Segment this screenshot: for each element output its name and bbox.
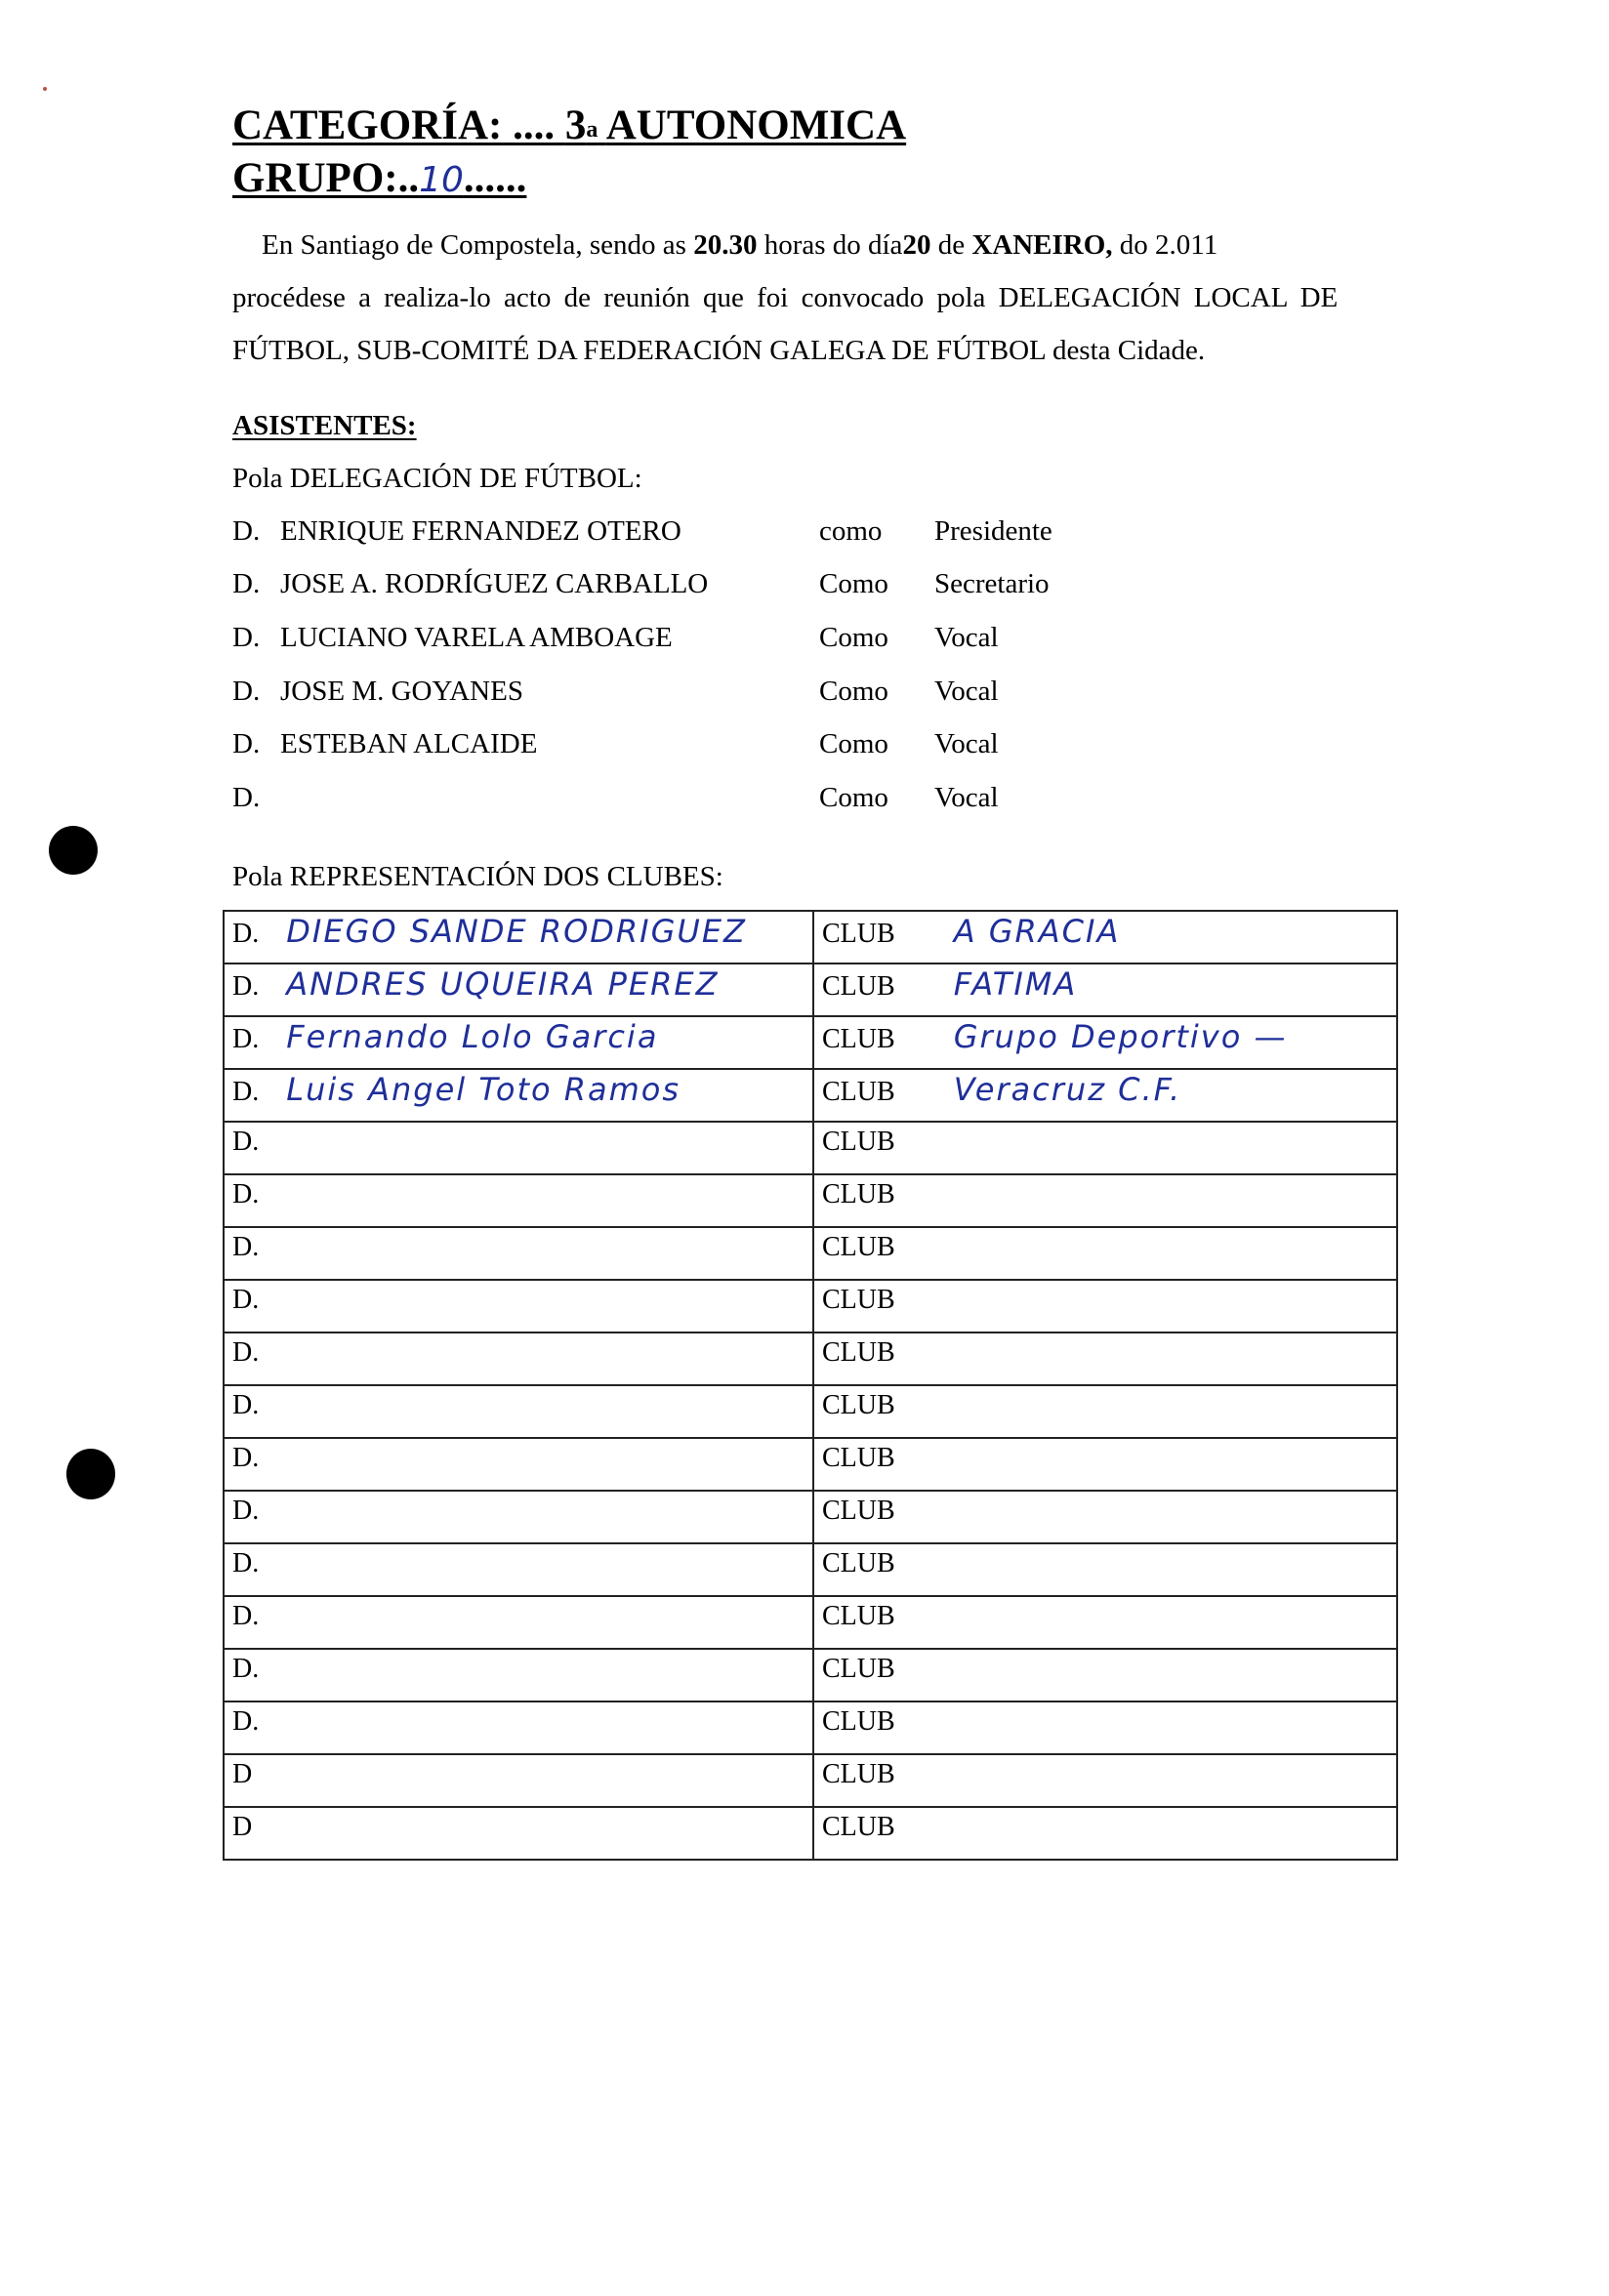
club-label: CLUB: [822, 1812, 895, 1842]
delegation-heading: Pola DELEGACIÓN DE FÚTBOL:: [232, 463, 642, 494]
club-label: CLUB: [822, 1390, 895, 1420]
club-row: [224, 1649, 1397, 1702]
attendees-heading: ASISTENTES:: [232, 410, 417, 441]
intro-paragraph: En Santiago de Compostela, sendo as 20.30 horas do día20 de XANEIRO, do 2.011 procédese a realiza-lo acto de reunión que foi convocado pola DELEGACIÓN LOCAL DE FÚTBOL, SUB-COMITÉ DA FEDERACIÓN GALEGA DE FÚTBOL desta Cidade.: [232, 229, 1339, 366]
representative-cell: [224, 1332, 813, 1385]
handwritten-club-name: Grupo Deportivo —: [953, 1018, 1288, 1055]
representative-cell: [224, 1543, 813, 1596]
representative-cell: [224, 1702, 813, 1754]
punch-hole-bottom: [66, 1449, 115, 1499]
club-label: CLUB: [822, 1024, 895, 1054]
club-cell: [813, 1702, 1397, 1754]
prefix: D: [232, 1759, 253, 1789]
club-cell: [813, 1332, 1397, 1385]
club-cell: [813, 911, 1397, 964]
club-cell: [813, 1174, 1397, 1227]
club-label: CLUB: [822, 1285, 895, 1315]
prefix: D.: [232, 1654, 260, 1684]
prefix: D.: [232, 971, 260, 1002]
club-row: [224, 1122, 1397, 1174]
prefix: D.: [232, 1127, 260, 1157]
handwritten-representative-name: ANDRES UQUEIRA PEREZ: [286, 965, 720, 1003]
handwritten-representative-name: Luis Angel Toto Ramos: [286, 1071, 681, 1108]
handwritten-club-name: Veracruz C.F.: [953, 1071, 1182, 1108]
club-cell: [813, 964, 1397, 1016]
club-cell: [813, 1016, 1397, 1069]
club-row: [224, 911, 1397, 964]
club-cell: [813, 1227, 1397, 1280]
club-cell: [813, 1438, 1397, 1491]
club-cell: [813, 1807, 1397, 1860]
club-cell: [813, 1122, 1397, 1174]
club-label: CLUB: [822, 1548, 895, 1578]
club-row: [224, 1174, 1397, 1227]
club-label: CLUB: [822, 919, 895, 949]
club-row: [224, 1385, 1397, 1438]
prefix: D.: [232, 1443, 260, 1473]
prefix: D.: [232, 919, 260, 949]
club-row: [224, 1754, 1397, 1807]
representative-cell: [224, 1385, 813, 1438]
representative-cell: [224, 1438, 813, 1491]
prefix: D: [232, 1812, 253, 1842]
club-row: [224, 1491, 1397, 1543]
prefix: D.: [232, 1601, 260, 1631]
prefix: D.: [232, 1496, 260, 1526]
club-row: [224, 1016, 1397, 1069]
prefix: D.: [232, 1232, 260, 1262]
group-heading: GRUPO:..10......: [232, 155, 527, 201]
prefix: D.: [232, 1390, 260, 1420]
club-cell: [813, 1385, 1397, 1438]
representative-cell: [224, 1016, 813, 1069]
club-cell: [813, 1280, 1397, 1332]
prefix: D.: [232, 1706, 260, 1737]
club-label: CLUB: [822, 971, 895, 1002]
representative-cell: [224, 1491, 813, 1543]
club-row: [224, 1807, 1397, 1860]
club-label: CLUB: [822, 1077, 895, 1107]
club-cell: [813, 1543, 1397, 1596]
club-label: CLUB: [822, 1496, 895, 1526]
clubs-table: [223, 910, 1398, 1861]
representative-cell: [224, 1069, 813, 1122]
club-label: CLUB: [822, 1654, 895, 1684]
club-cell: [813, 1754, 1397, 1807]
prefix: D.: [232, 1179, 260, 1210]
handwritten-group-number: 10: [419, 160, 464, 200]
club-row: [224, 1227, 1397, 1280]
handwritten-club-name: FATIMA: [953, 965, 1078, 1003]
club-cell: [813, 1069, 1397, 1122]
club-label: CLUB: [822, 1232, 895, 1262]
club-label: CLUB: [822, 1337, 895, 1368]
representative-cell: [224, 911, 813, 964]
paper-speck: [43, 87, 47, 91]
club-label: CLUB: [822, 1706, 895, 1737]
representative-cell: [224, 1122, 813, 1174]
club-label: CLUB: [822, 1127, 895, 1157]
prefix: D.: [232, 1024, 260, 1054]
representative-cell: [224, 1807, 813, 1860]
handwritten-club-name: A GRACIA: [953, 913, 1121, 950]
club-label: CLUB: [822, 1759, 895, 1789]
club-row: [224, 1280, 1397, 1332]
representative-cell: [224, 1174, 813, 1227]
club-row: [224, 1543, 1397, 1596]
clubs-heading: Pola REPRESENTACIÓN DOS CLUBES:: [232, 861, 723, 892]
representative-cell: [224, 1280, 813, 1332]
club-row: [224, 1332, 1397, 1385]
representative-cell: [224, 964, 813, 1016]
club-row: [224, 1069, 1397, 1122]
handwritten-representative-name: DIEGO SANDE RODRIGUEZ: [286, 913, 747, 950]
document-page: CATEGORÍA: .... 3$^a$ AUTONOMICA GRUPO:..10...... En Santiago de Compostela, sendo as 20.30 horas do día20 de XANEIRO, do 2.011 procédese a realiza-lo acto de reunión que foi convocado pola DELEGACIÓN LOCAL DE FÚTBOL, SUB-COMITÉ DA FEDERACIÓN GALEGA DE FÚTBOL desta Cidade. ASISTENTES: Pola DELEGACIÓN DE FÚTBOL: D. ENRIQUE FERNANDEZ OTERO como Presidente D. JOSE A. RODRÍGUEZ CARBALLO Como Secretario D. LUCIANO VARELA AMBOAGE Como Vocal D. JOSE M. GOYANES Como Vocal D. ESTEBAN ALCAIDE Como Vocal D. Como Vocal Pola REPRESENTACIÓN DOS CLUBES: D. DIEGO SANDE RODRIGUEZ CLUB A GRACIA D. ANDRES UQUEIRA PEREZ CLUB FATIMA D. Fernando Lolo Garcia CLUB Grupo Deportivo — D. Luis Angel Toto Ramos CLUB Veracruz C.F. D. CLUB D. CLUB D. CLUB D. CLUB D. CLUB D. CLUB D. CLUB D. CLUB D. CLUB D. CLUB D. CLUB D. CLUB D CLUB D CLUB: [0, 0, 1609, 2296]
club-row: [224, 964, 1397, 1016]
club-cell: [813, 1491, 1397, 1543]
handwritten-representative-name: Fernando Lolo Garcia: [286, 1018, 659, 1055]
prefix: D.: [232, 1548, 260, 1578]
club-row: [224, 1702, 1397, 1754]
club-label: CLUB: [822, 1443, 895, 1473]
club-label: CLUB: [822, 1601, 895, 1631]
prefix: D.: [232, 1077, 260, 1107]
representative-cell: [224, 1596, 813, 1649]
club-cell: [813, 1596, 1397, 1649]
prefix: D.: [232, 1285, 260, 1315]
club-row: [224, 1438, 1397, 1491]
category-heading: CATEGORÍA: .... 3$^a$ AUTONOMICA: [232, 102, 907, 148]
club-cell: [813, 1649, 1397, 1702]
representative-cell: [224, 1227, 813, 1280]
representative-cell: [224, 1649, 813, 1702]
punch-hole-top: [49, 826, 98, 875]
prefix: D.: [232, 1337, 260, 1368]
club-row: [224, 1596, 1397, 1649]
representative-cell: [224, 1754, 813, 1807]
club-label: CLUB: [822, 1179, 895, 1210]
